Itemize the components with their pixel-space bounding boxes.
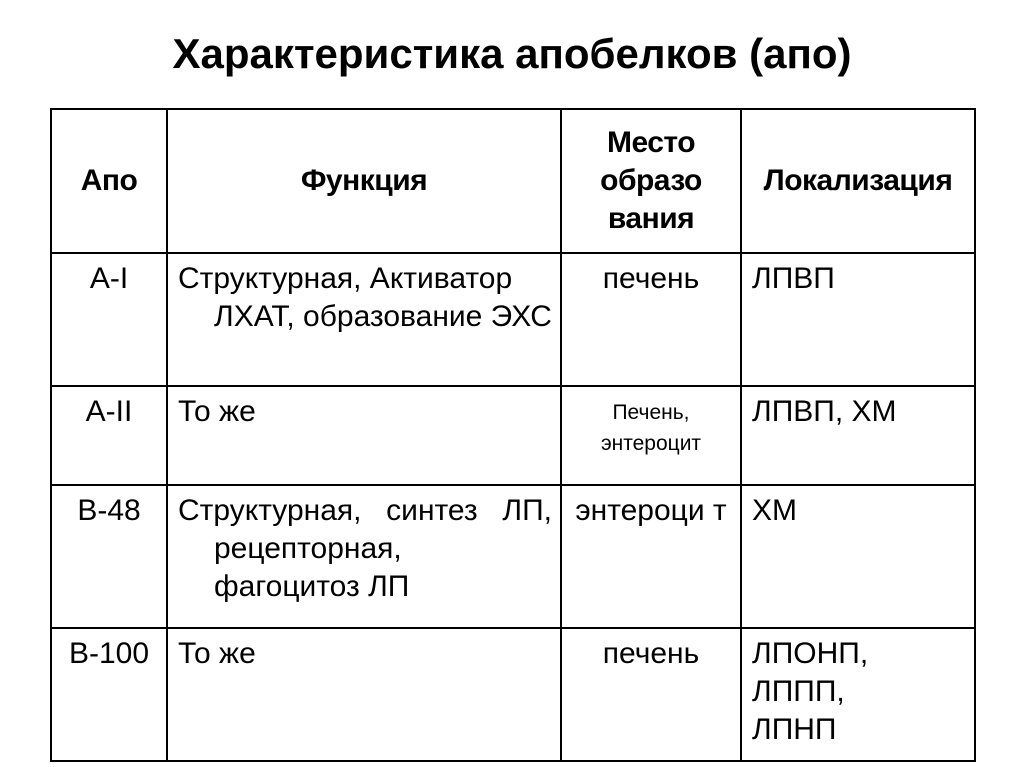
cell-place	[561, 485, 741, 628]
apo-label: A-I	[89, 262, 129, 295]
page-title: Характеристика апобелков (апо)	[172, 30, 852, 77]
apo-label: B-100	[68, 637, 150, 670]
cell-function	[167, 485, 561, 628]
apo-label: B-48	[77, 494, 141, 527]
table-header-row	[51, 109, 975, 253]
cell-localization	[741, 628, 975, 761]
cell-apo	[51, 386, 167, 485]
table-row	[51, 386, 975, 485]
localization-text: ЛПОНП, ЛППП, ЛПНП	[752, 637, 869, 746]
apo-label: A-II	[85, 395, 133, 428]
cell-place	[561, 253, 741, 386]
cell-apo	[51, 485, 167, 628]
cell-place	[561, 386, 741, 485]
function-text: То же	[178, 395, 256, 428]
function-text: То же	[178, 637, 256, 670]
header-apo: Апо	[51, 109, 167, 253]
cell-function	[167, 386, 561, 485]
cell-localization	[741, 485, 975, 628]
cell-localization	[741, 253, 975, 386]
place-text: энтероци т	[575, 494, 727, 527]
cell-apo	[51, 628, 167, 761]
cell-place	[561, 628, 741, 761]
cell-localization	[741, 386, 975, 485]
cell-function	[167, 628, 561, 761]
localization-text: ХМ	[752, 494, 797, 527]
apoprotein-table	[50, 108, 976, 762]
table-row	[51, 253, 975, 386]
localization-text: ЛПВП	[752, 262, 835, 295]
place-text: Печень, энтероцит	[600, 401, 702, 455]
place-text: печень	[602, 262, 700, 295]
function-text: Структурная, синтез ЛП, рецепторная, фагоцитоз ЛП	[178, 494, 552, 603]
table-row	[51, 485, 975, 628]
header-localization: Локализация	[741, 109, 975, 253]
header-function: Функция	[167, 109, 561, 253]
place-text: печень	[602, 637, 700, 670]
header-place	[561, 109, 741, 253]
function-text: Структурная, Активатор ЛХАТ, образование ЭХС	[178, 262, 552, 333]
localization-text: ЛПВП, ХМ	[752, 395, 897, 428]
header-place-label: Место образо вания	[600, 126, 702, 235]
cell-apo	[51, 253, 167, 386]
cell-function	[167, 253, 561, 386]
table-row	[51, 628, 975, 761]
